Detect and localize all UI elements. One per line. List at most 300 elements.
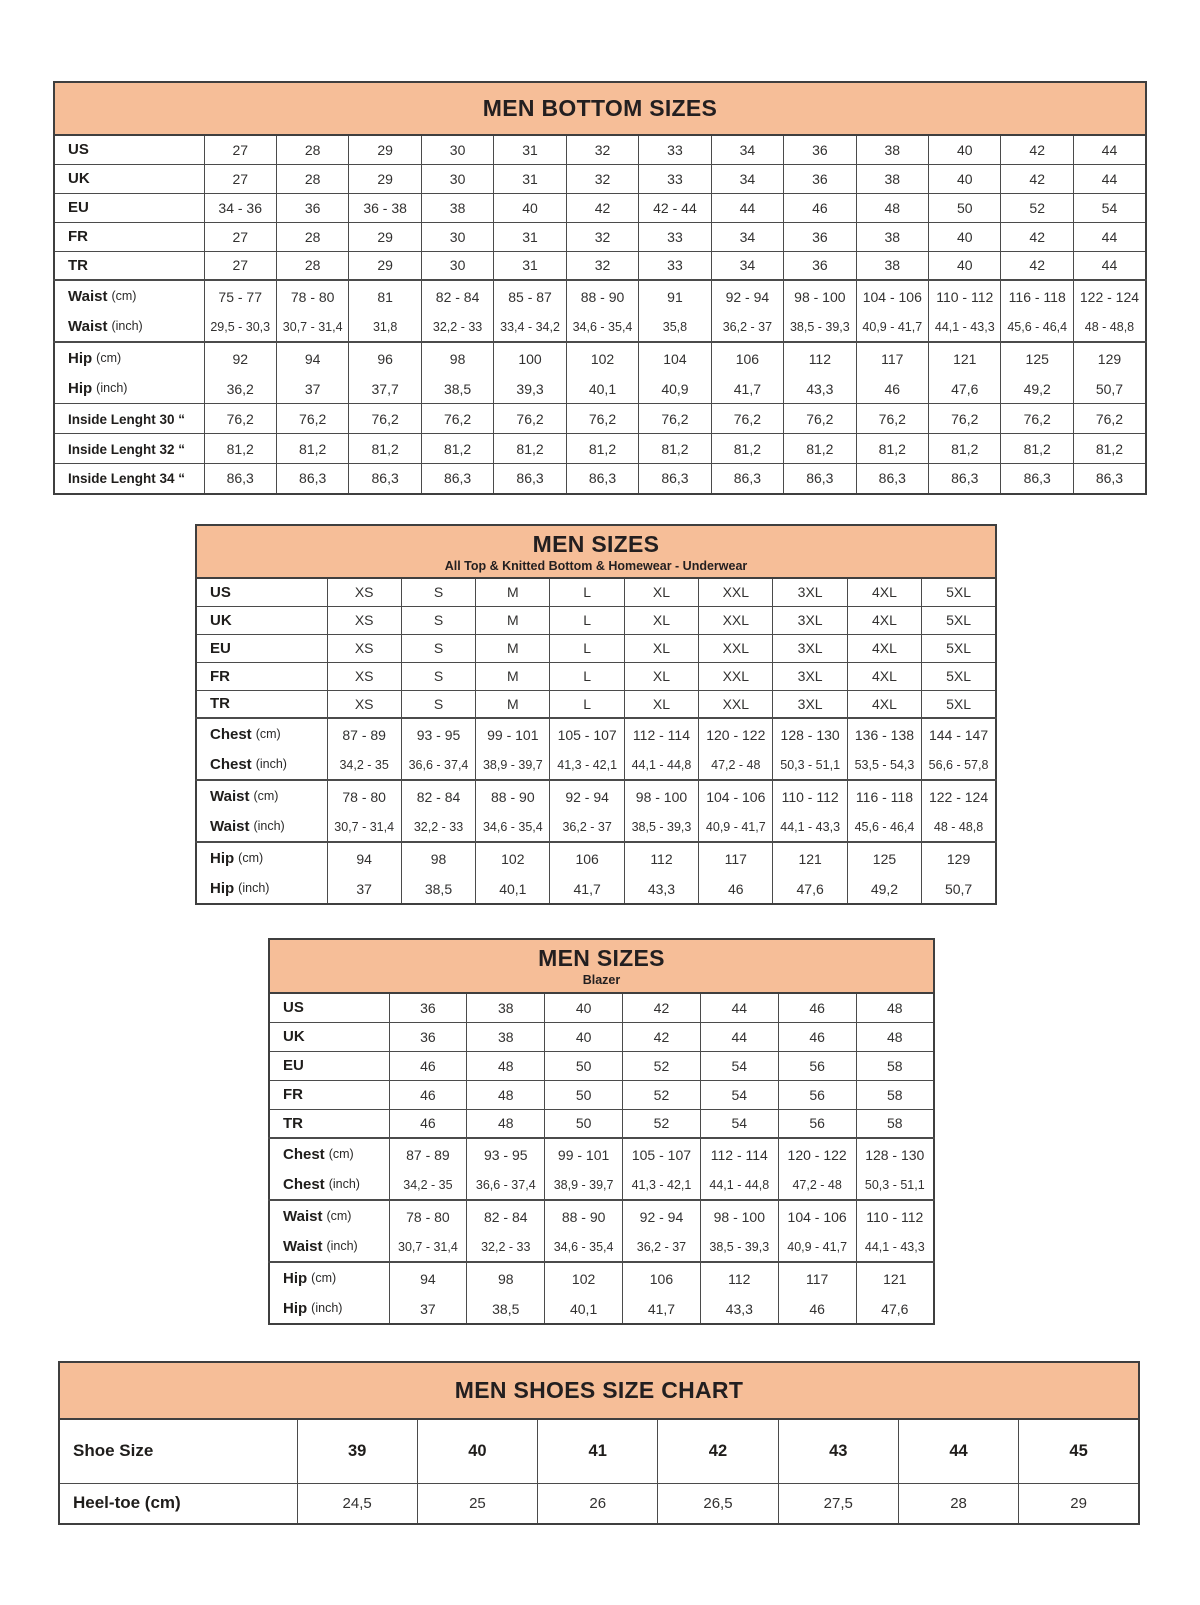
value-cell: 81,2: [711, 434, 783, 464]
value-cell: 38: [856, 164, 928, 193]
value-cell: 86,3: [856, 464, 928, 494]
value-cell: 46: [699, 875, 773, 904]
table-header: [53, 81, 1147, 134]
value-cell: 86,3: [1001, 464, 1073, 494]
value-cell: 38,9 - 39,7: [476, 751, 550, 780]
value-cell: 46: [856, 374, 928, 403]
row-label: FR: [283, 1086, 303, 1103]
row-label: Hip: [68, 349, 93, 367]
value-cell: 39: [297, 1419, 417, 1483]
value-cell: 41,3 - 42,1: [550, 751, 624, 780]
value-cell: 46: [389, 1080, 467, 1109]
value-cell: 129: [1073, 342, 1146, 374]
value-cell: 5XL: [922, 662, 996, 690]
value-cell: 56,6 - 57,8: [922, 751, 996, 780]
value-cell: 31: [494, 135, 566, 164]
table-row: [59, 1419, 1139, 1483]
value-cell: 41,7: [550, 875, 624, 904]
value-cell: 36: [784, 251, 856, 280]
value-cell: 46: [778, 1294, 856, 1324]
value-cell: 44: [700, 1022, 778, 1051]
value-cell: 44,1 - 44,8: [700, 1170, 778, 1200]
row-label-cell: [269, 1138, 389, 1200]
row-label-line: [283, 1201, 389, 1231]
row-label-cell: [59, 1483, 297, 1524]
value-cell: 93 - 95: [467, 1138, 545, 1170]
value-cell: 104: [639, 342, 711, 374]
value-cell: 82 - 84: [421, 280, 493, 313]
value-cell: 28: [276, 222, 348, 251]
value-cell: 128 - 130: [773, 718, 847, 751]
value-cell: 98: [421, 342, 493, 374]
row-label: Hip: [68, 379, 93, 397]
value-cell: 81,2: [421, 434, 493, 464]
row-label: Hip: [283, 1299, 308, 1317]
row-label: Chest: [283, 1145, 325, 1163]
value-cell: 50: [545, 1080, 623, 1109]
row-label-line: [210, 781, 327, 811]
value-cell: XXL: [699, 578, 773, 606]
value-cell: 92 - 94: [623, 1200, 701, 1232]
value-cell: 86,3: [1073, 464, 1146, 494]
value-cell: 99 - 101: [476, 718, 550, 751]
value-cell: 87 - 89: [389, 1138, 467, 1170]
value-cell: 42: [623, 1022, 701, 1051]
table-row: [269, 1080, 934, 1109]
value-cell: 30,7 - 31,4: [276, 313, 348, 342]
value-cell: 38,5 - 39,3: [784, 313, 856, 342]
row-label-cell: [196, 780, 327, 842]
value-cell: 34,6 - 35,4: [566, 313, 638, 342]
value-cell: 30: [421, 164, 493, 193]
row-label-line: [210, 873, 327, 903]
value-cell: L: [550, 690, 624, 718]
value-cell: 76,2: [1001, 404, 1073, 434]
value-cell: 92 - 94: [711, 280, 783, 313]
value-cell: 81,2: [276, 434, 348, 464]
value-cell: 28: [276, 251, 348, 280]
value-cell: 26,5: [658, 1483, 778, 1524]
value-cell: 100: [494, 342, 566, 374]
row-label: Hip: [283, 1269, 308, 1287]
row-label: EU: [210, 639, 231, 657]
men-shoes-size-table: [58, 1361, 1140, 1525]
value-cell: 48 - 48,8: [922, 813, 996, 842]
table-header: [195, 524, 997, 577]
value-cell: 34: [711, 164, 783, 193]
value-cell: 4XL: [847, 634, 921, 662]
size-table: [195, 577, 997, 905]
value-cell: 56: [778, 1109, 856, 1138]
value-cell: 33: [639, 251, 711, 280]
value-cell: 47,6: [773, 875, 847, 904]
value-cell: 4XL: [847, 662, 921, 690]
row-label-cell: [54, 464, 204, 494]
value-cell: L: [550, 662, 624, 690]
value-cell: 102: [566, 342, 638, 374]
value-cell: 76,2: [204, 404, 276, 434]
value-cell: 43,3: [784, 374, 856, 403]
table-row: [196, 634, 996, 662]
value-cell: 144 - 147: [922, 718, 996, 751]
value-cell: 29: [349, 251, 421, 280]
value-cell: 38,5: [421, 374, 493, 403]
table-row: [54, 464, 1146, 494]
value-cell: 38,5: [467, 1294, 545, 1324]
value-cell: 110 - 112: [929, 280, 1001, 313]
value-cell: XXL: [699, 606, 773, 634]
value-cell: XXL: [699, 662, 773, 690]
value-cell: 49,2: [847, 875, 921, 904]
row-label-cell: [196, 718, 327, 780]
value-cell: 5XL: [922, 634, 996, 662]
value-cell: 56: [778, 1080, 856, 1109]
value-cell: M: [476, 634, 550, 662]
row-label-line: [283, 1139, 389, 1169]
row-label-unit: (inch): [326, 1239, 358, 1253]
row-label: Chest: [210, 755, 252, 773]
value-cell: 102: [545, 1262, 623, 1294]
value-cell: 53,5 - 54,3: [847, 751, 921, 780]
value-cell: 54: [700, 1051, 778, 1080]
value-cell: 75 - 77: [204, 280, 276, 313]
value-cell: 31: [494, 251, 566, 280]
row-label: Waist: [68, 317, 108, 335]
value-cell: 81,2: [349, 434, 421, 464]
value-cell: 78 - 80: [327, 780, 401, 813]
row-label-cell: [54, 135, 204, 164]
value-cell: 50,7: [922, 875, 996, 904]
value-cell: L: [550, 634, 624, 662]
table-row: [54, 135, 1146, 164]
value-cell: 42: [658, 1419, 778, 1483]
value-cell: 44: [1073, 135, 1146, 164]
value-cell: 41: [538, 1419, 658, 1483]
row-label-line: [210, 749, 327, 779]
value-cell: 38: [421, 193, 493, 222]
value-cell: 125: [1001, 342, 1073, 374]
row-label: Waist: [283, 1207, 323, 1225]
value-cell: 98 - 100: [624, 780, 698, 813]
value-cell: 31: [494, 164, 566, 193]
value-cell: XXL: [699, 690, 773, 718]
value-cell: 81,2: [929, 434, 1001, 464]
row-label-unit: (inch): [96, 381, 128, 395]
row-label: Waist: [210, 787, 250, 805]
value-cell: 32,2 - 33: [421, 313, 493, 342]
row-label: Hip: [210, 849, 235, 867]
value-cell: XS: [327, 606, 401, 634]
row-label-cell: [54, 164, 204, 193]
value-cell: 50,7: [1073, 374, 1146, 403]
value-cell: 76,2: [929, 404, 1001, 434]
value-cell: 50,3 - 51,1: [856, 1170, 934, 1200]
table-row: [54, 222, 1146, 251]
row-label: Inside Lenght 30 “: [68, 411, 186, 427]
value-cell: 34: [711, 222, 783, 251]
row-label: Inside Lenght 32 “: [68, 441, 186, 457]
row-label-cell: [269, 993, 389, 1022]
value-cell: 34: [711, 135, 783, 164]
value-cell: 30: [421, 222, 493, 251]
value-cell: 58: [856, 1109, 934, 1138]
table-subtitle: Blazer: [582, 973, 621, 987]
value-cell: 94: [389, 1262, 467, 1294]
value-cell: 86,3: [349, 464, 421, 494]
value-cell: 27: [204, 164, 276, 193]
value-cell: 44,1 - 43,3: [929, 313, 1001, 342]
table-row: [196, 578, 996, 606]
size-table: [53, 134, 1147, 495]
value-cell: 42: [566, 193, 638, 222]
value-cell: S: [401, 634, 475, 662]
row-label: US: [283, 999, 304, 1017]
row-label-cell: [269, 1080, 389, 1109]
value-cell: 32: [566, 251, 638, 280]
row-label-cell: [269, 1109, 389, 1138]
value-cell: 31: [494, 222, 566, 251]
value-cell: 136 - 138: [847, 718, 921, 751]
value-cell: 112 - 114: [700, 1138, 778, 1170]
value-cell: 45: [1019, 1419, 1139, 1483]
value-cell: S: [401, 606, 475, 634]
row-label: TR: [283, 1114, 303, 1132]
value-cell: 58: [856, 1051, 934, 1080]
value-cell: 29: [349, 164, 421, 193]
value-cell: 31,8: [349, 313, 421, 342]
value-cell: 76,2: [784, 404, 856, 434]
value-cell: 4XL: [847, 690, 921, 718]
row-label-unit: (cm): [255, 727, 281, 741]
row-label-cell: [59, 1419, 297, 1483]
row-label-unit: (inch): [311, 1301, 343, 1315]
value-cell: 43,3: [700, 1294, 778, 1324]
value-cell: 43,3: [624, 875, 698, 904]
value-cell: 36,6 - 37,4: [467, 1170, 545, 1200]
value-cell: XL: [624, 606, 698, 634]
value-cell: 98: [401, 842, 475, 875]
value-cell: 81,2: [784, 434, 856, 464]
value-cell: 32: [566, 164, 638, 193]
row-label-cell: [54, 342, 204, 404]
row-label-unit: (cm): [96, 351, 122, 365]
row-label-cell: [269, 1051, 389, 1080]
row-label: EU: [283, 1057, 304, 1074]
value-cell: 33,4 - 34,2: [494, 313, 566, 342]
row-label-cell: [269, 1022, 389, 1051]
value-cell: 40,9: [639, 374, 711, 403]
value-cell: 98: [467, 1262, 545, 1294]
value-cell: 42: [1001, 135, 1073, 164]
value-cell: 38: [467, 1022, 545, 1051]
value-cell: 37: [276, 374, 348, 403]
row-label: FR: [68, 228, 88, 245]
value-cell: 52: [1001, 193, 1073, 222]
value-cell: 48: [467, 1080, 545, 1109]
value-cell: XL: [624, 578, 698, 606]
men-top-sizes-table: [195, 524, 997, 905]
table-title: MEN SIZES: [538, 945, 665, 971]
value-cell: 27: [204, 251, 276, 280]
value-cell: 40,1: [566, 374, 638, 403]
value-cell: 33: [639, 164, 711, 193]
row-label-cell: [196, 662, 327, 690]
row-label-line: [210, 811, 327, 841]
value-cell: 38,5: [401, 875, 475, 904]
value-cell: 99 - 101: [545, 1138, 623, 1170]
value-cell: M: [476, 606, 550, 634]
value-cell: 105 - 107: [550, 718, 624, 751]
row-label: US: [210, 583, 231, 601]
men-blazer-sizes-table: [268, 938, 935, 1325]
table-row: [54, 164, 1146, 193]
value-cell: 102: [476, 842, 550, 875]
value-cell: 4XL: [847, 578, 921, 606]
value-cell: 32,2 - 33: [467, 1232, 545, 1262]
value-cell: 81,2: [204, 434, 276, 464]
value-cell: 81,2: [1001, 434, 1073, 464]
value-cell: 5XL: [922, 606, 996, 634]
row-label: Shoe Size: [73, 1441, 154, 1461]
value-cell: 117: [699, 842, 773, 875]
value-cell: 40,9 - 41,7: [699, 813, 773, 842]
value-cell: 117: [778, 1262, 856, 1294]
value-cell: 5XL: [922, 578, 996, 606]
value-cell: 48: [856, 993, 934, 1022]
value-cell: 82 - 84: [401, 780, 475, 813]
value-cell: 28: [898, 1483, 1018, 1524]
value-cell: 44,1 - 43,3: [773, 813, 847, 842]
row-label-cell: [196, 578, 327, 606]
value-cell: 3XL: [773, 662, 847, 690]
row-label-cell: [269, 1262, 389, 1324]
row-label-unit: (cm): [238, 851, 264, 865]
value-cell: 58: [856, 1080, 934, 1109]
value-cell: 44: [700, 993, 778, 1022]
value-cell: 28: [276, 164, 348, 193]
value-cell: 56: [778, 1051, 856, 1080]
value-cell: 48 - 48,8: [1073, 313, 1146, 342]
row-label-line: [68, 281, 204, 311]
value-cell: 36: [389, 993, 467, 1022]
value-cell: 91: [639, 280, 711, 313]
row-label-unit: (inch): [255, 757, 287, 771]
value-cell: 94: [276, 342, 348, 374]
value-cell: 38: [856, 135, 928, 164]
value-cell: 38: [856, 222, 928, 251]
row-label: UK: [283, 1028, 305, 1045]
value-cell: 86,3: [639, 464, 711, 494]
value-cell: 86,3: [421, 464, 493, 494]
value-cell: 36,2 - 37: [623, 1232, 701, 1262]
value-cell: 3XL: [773, 606, 847, 634]
row-label-unit: (cm): [311, 1271, 337, 1285]
value-cell: 76,2: [276, 404, 348, 434]
value-cell: 98 - 100: [700, 1200, 778, 1232]
value-cell: 50,3 - 51,1: [773, 751, 847, 780]
value-cell: 76,2: [711, 404, 783, 434]
value-cell: 122 - 124: [1073, 280, 1146, 313]
value-cell: S: [401, 662, 475, 690]
value-cell: 44: [1073, 164, 1146, 193]
row-label: UK: [210, 611, 232, 629]
value-cell: 125: [847, 842, 921, 875]
value-cell: 106: [711, 342, 783, 374]
value-cell: XS: [327, 578, 401, 606]
value-cell: 92 - 94: [550, 780, 624, 813]
value-cell: 32,2 - 33: [401, 813, 475, 842]
value-cell: S: [401, 690, 475, 718]
table-row: [54, 374, 1146, 403]
value-cell: 30,7 - 31,4: [389, 1232, 467, 1262]
value-cell: 86,3: [929, 464, 1001, 494]
value-cell: 81,2: [856, 434, 928, 464]
value-cell: 27: [204, 135, 276, 164]
value-cell: 106: [550, 842, 624, 875]
value-cell: 42 - 44: [639, 193, 711, 222]
value-cell: 29: [1019, 1483, 1139, 1524]
value-cell: 45,6 - 46,4: [847, 813, 921, 842]
value-cell: 122 - 124: [922, 780, 996, 813]
value-cell: 50: [545, 1109, 623, 1138]
value-cell: 42: [623, 993, 701, 1022]
value-cell: 88 - 90: [476, 780, 550, 813]
table-row: [269, 1200, 934, 1232]
row-label-unit: (cm): [326, 1209, 352, 1223]
value-cell: 38: [856, 251, 928, 280]
value-cell: 42: [1001, 222, 1073, 251]
value-cell: 48: [467, 1109, 545, 1138]
value-cell: 112 - 114: [624, 718, 698, 751]
value-cell: 110 - 112: [773, 780, 847, 813]
row-label-line: [283, 1231, 389, 1261]
row-label-line: [283, 1169, 389, 1199]
row-label-line: [68, 311, 204, 341]
value-cell: 88 - 90: [566, 280, 638, 313]
value-cell: 76,2: [639, 404, 711, 434]
value-cell: 112: [700, 1262, 778, 1294]
value-cell: 26: [538, 1483, 658, 1524]
row-label-unit: (cm): [111, 289, 137, 303]
value-cell: XL: [624, 662, 698, 690]
value-cell: 29: [349, 135, 421, 164]
value-cell: 4XL: [847, 606, 921, 634]
value-cell: 40,1: [545, 1294, 623, 1324]
value-cell: 46: [784, 193, 856, 222]
value-cell: 38: [467, 993, 545, 1022]
row-label: TR: [210, 695, 230, 713]
value-cell: 98 - 100: [784, 280, 856, 313]
row-label: TR: [68, 256, 88, 274]
row-label: Chest: [210, 725, 252, 743]
table-row: [54, 193, 1146, 222]
table-row: [196, 718, 996, 751]
value-cell: L: [550, 606, 624, 634]
value-cell: 40: [929, 222, 1001, 251]
table-row: [196, 780, 996, 813]
value-cell: 33: [639, 222, 711, 251]
table-row: [54, 342, 1146, 374]
table-row: [196, 606, 996, 634]
value-cell: 94: [327, 842, 401, 875]
value-cell: 30: [421, 251, 493, 280]
value-cell: 82 - 84: [467, 1200, 545, 1232]
value-cell: 38,5 - 39,3: [624, 813, 698, 842]
value-cell: 76,2: [421, 404, 493, 434]
value-cell: 112: [624, 842, 698, 875]
value-cell: 86,3: [204, 464, 276, 494]
value-cell: 50: [545, 1051, 623, 1080]
